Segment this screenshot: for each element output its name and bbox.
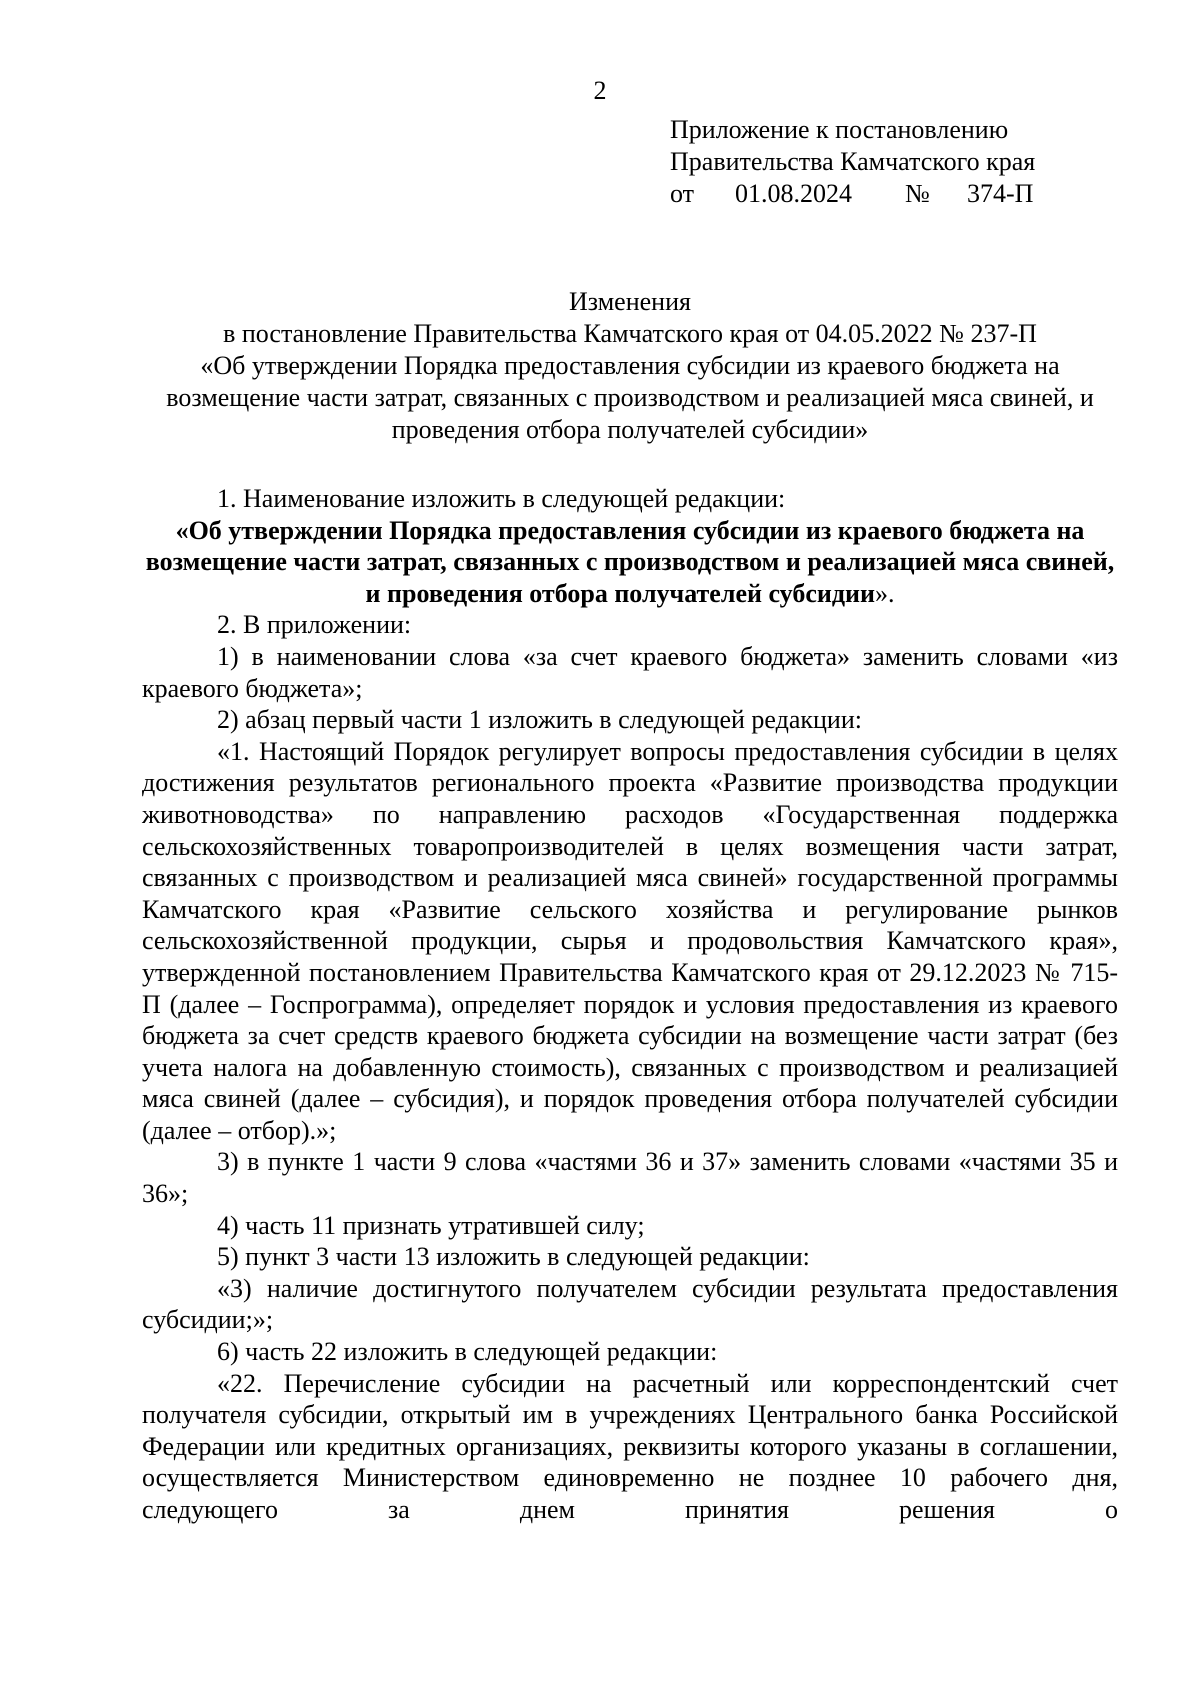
appendix-line-1: Приложение к постановлению [670, 115, 1009, 144]
appendix-line-2: Правительства Камчатского края [670, 147, 1036, 176]
title-line-2: «Об утверждении Порядка предоставления субсидии из краевого бюджета на возмещение части затрат, связанных с производством и реализацией мяса свиней, и проведения отбора получателей субсидии» [166, 351, 1094, 444]
appendix-header [670, 114, 1035, 210]
appendix-from-label: от [670, 179, 695, 208]
appendix-date: 01.08.2024 [735, 179, 852, 208]
item-2: 2. В приложении: [217, 610, 412, 640]
item-1-new-title-text: «Об утверждении Порядка предоставления субсидии из краевого бюджета на возмещение части затрат, связанных с производством и реализацией мяса свиней, и проведения отбора получателей субсидии [145, 515, 1115, 608]
appendix-date-line [670, 178, 1035, 210]
subitem-3: 3) в пункте 1 части 9 слова «частями 36 и 37» заменить словами «частями 35 и 36»; [142, 1147, 1118, 1209]
subitem-5-text: «3) наличие достигнутого получателем субсидии результата предоставления субсидии;»; [142, 1273, 1118, 1335]
subitem-6: 6) часть 22 изложить в следующей редакции: [217, 1337, 718, 1367]
document-title [140, 286, 1120, 446]
subitem-6-text: «22. Перечисление субсидии на расчетный или корреспондентский счет получателя субсидии, открытый им в учреждениях Центрального банка Российской Федерации или кредитных организациях, реквизиты которого указаны в соглашении, осуществляется Министерством единовременно не позднее 10 рабочего дня, следующего за днем принятия решения о [142, 1368, 1118, 1524]
title-line-1: в постановление Правительства Камчатского края от 04.05.2022 № 237-П [223, 319, 1037, 348]
item-1: 1. Наименование изложить в следующей редакции: [217, 484, 786, 513]
subitem-4: 4) часть 11 признать утратившей силу; [217, 1210, 645, 1240]
item-1-new-title-tail: ». [874, 578, 895, 608]
document-body [142, 483, 1118, 1526]
appendix-number: 374-П [967, 179, 1034, 208]
subitem-2: 2) абзац первый части 1 изложить в следующей редакции: [217, 705, 862, 735]
subitem-5: 5) пункт 3 части 13 изложить в следующей редакции: [217, 1242, 810, 1272]
subitem-2-text: «1. Настоящий Порядок регулирует вопросы предоставления субсидии в целях достижения результатов регионального проекта «Развитие производства продукции животноводства» по направлению расходов «Государственная поддержка сельскохозяйственных товаропроизводителей в целях возмещения части затрат, связанных с производством и реализацией мяса свиней» государственной программы Камчатского края «Развитие сельского хозяйства и регулирование рынков сельскохозяйственной продукции, сырья и продовольствия Камчатского края», утвержденной постановлением Правительства Камчатского края от 29.12.2023 № 715-П (далее – Госпрограмма), определяет порядок и условия предоставления из краевого бюджета за счет средств краевого бюджета субсидии на возмещение части затрат (без учета налога на добавленную стоимость), связанных с производством и реализацией мяса свиней (далее – субсидия), и порядок проведения отбора получателей субсидии (далее – отбор).»; [142, 736, 1118, 1145]
item-1-new-title [142, 515, 1118, 610]
title-heading: Изменения [569, 287, 691, 316]
appendix-number-sign: № [905, 179, 930, 208]
page-number: 2 [593, 76, 607, 105]
subitem-1: 1) в наименовании слова «за счет краевого бюджета» заменить словами «из краевого бюджета»; [142, 641, 1118, 703]
